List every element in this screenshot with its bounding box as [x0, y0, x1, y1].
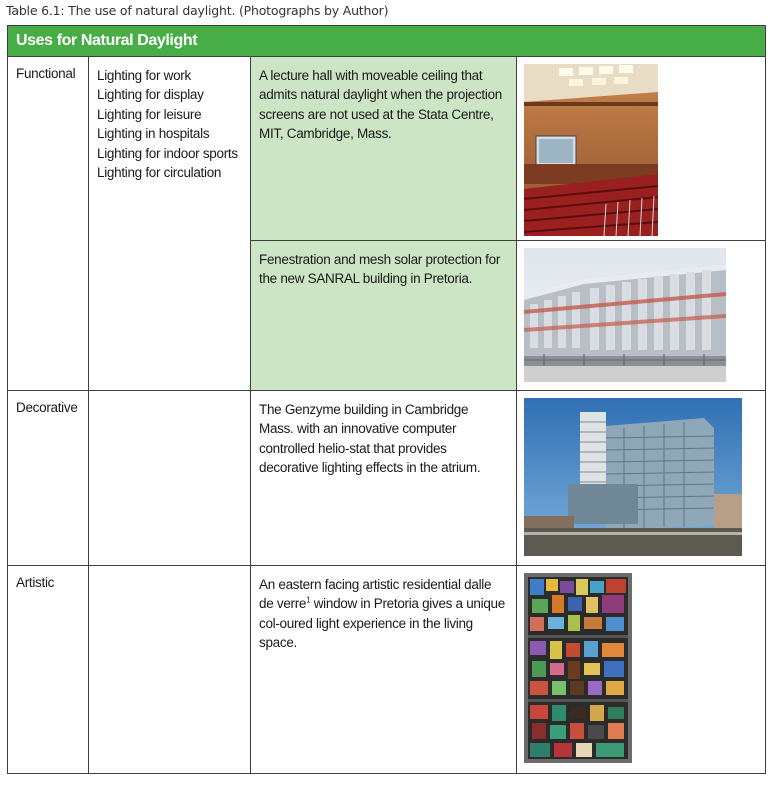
footnote-marker: 1	[306, 595, 311, 605]
category-artistic: Artistic	[8, 566, 89, 774]
table-caption: Table 6.1: The use of natural daylight. (Photographs by Author)	[6, 3, 389, 18]
lecture-hall-photo-cell	[517, 57, 766, 241]
list-item: Lighting for leisure	[97, 106, 202, 122]
genzyme-description: The Genzyme building in Cambridge Mass. with an innovative computer controlled helio-stat that provides decorative lighting effects in the atrium.	[251, 391, 517, 566]
list-item: Lighting for indoor sports	[97, 145, 238, 161]
decorative-uses-empty	[89, 391, 251, 566]
functional-uses-list	[89, 57, 251, 391]
stained-glass-photo-cell	[517, 566, 766, 774]
category-functional: Functional	[8, 57, 89, 391]
list-item: Lighting in hospitals	[97, 126, 210, 142]
table-header: Uses for Natural Daylight	[8, 26, 766, 57]
genzyme-photo-cell	[517, 391, 766, 566]
sanral-description: Fenestration and mesh solar protection for the new SANRAL building in Pretoria.	[251, 241, 517, 391]
stained-glass-window-photo	[524, 573, 632, 763]
description-text-start: An eastern facing artistic residential dalle de verre	[259, 577, 492, 612]
list-item: Lighting for work	[97, 68, 191, 83]
list-item: Lighting for display	[97, 87, 204, 103]
stained-glass-description	[251, 566, 517, 774]
artistic-uses-empty	[89, 566, 251, 774]
daylight-uses-table	[7, 25, 766, 774]
lecture-hall-description: A lecture hall with moveable ceiling that admits natural daylight when the projection screens are not used at the Stata Centre, MIT, Cambridge, Mass.	[251, 57, 517, 241]
lecture-hall-photo	[524, 64, 658, 236]
list-item: Lighting for circulation	[97, 165, 222, 181]
genzyme-building-photo	[524, 398, 742, 556]
sanral-photo-cell	[517, 241, 766, 391]
sanral-building-photo	[524, 248, 726, 382]
category-decorative: Decorative	[8, 391, 89, 566]
description-text-end: window in Pretoria gives a unique col-oured light experience in the living space.	[259, 596, 505, 651]
